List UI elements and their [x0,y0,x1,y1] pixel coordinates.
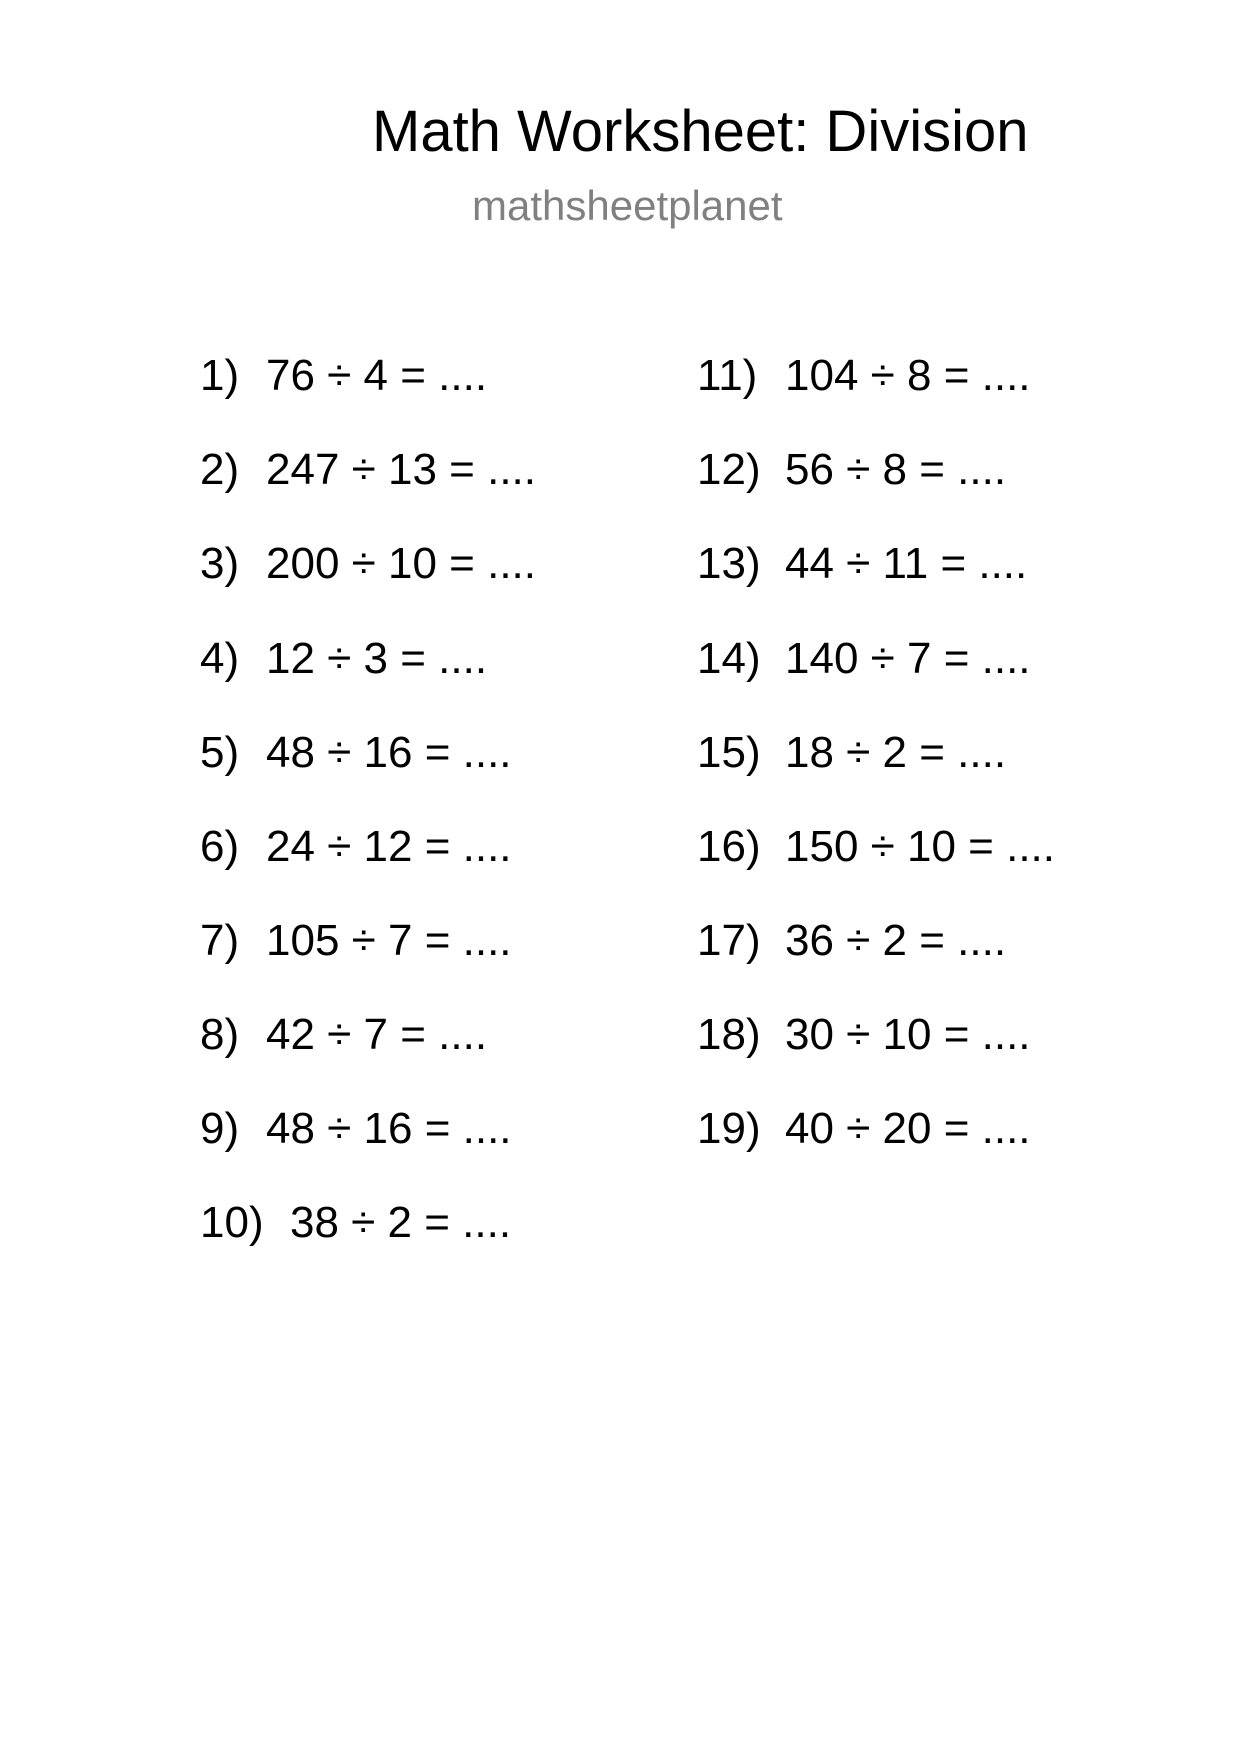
problem-number: 18) [697,1010,761,1059]
problem-16 [697,820,1055,874]
problem-2 [200,443,536,497]
problem-3 [200,537,536,591]
problem-expression: 104 ÷ 8 = .... [785,351,1031,400]
problem-number: 17) [697,916,761,965]
problem-number: 2) [200,445,240,494]
problem-number: 19) [697,1104,761,1153]
problem-11 [697,349,1031,403]
problem-7 [200,914,512,968]
problem-number: 14) [697,634,761,683]
problem-expression: 40 ÷ 20 = .... [785,1104,1031,1153]
problem-14 [697,632,1031,686]
problem-expression: 105 ÷ 7 = .... [266,916,512,965]
problem-expression: 48 ÷ 16 = .... [266,728,512,777]
problem-15 [697,726,1006,780]
problem-expression: 12 ÷ 3 = .... [266,634,488,683]
problem-number: 7) [200,916,240,965]
problem-18 [697,1008,1031,1062]
problem-expression: 48 ÷ 16 = .... [266,1104,512,1153]
problem-number: 10) [200,1198,264,1247]
problem-12 [697,443,1006,497]
problem-17 [697,914,1006,968]
problem-5 [200,726,512,780]
problem-expression: 44 ÷ 11 = .... [785,539,1028,588]
page-title: Math Worksheet: Division [372,99,1029,164]
problem-number: 13) [697,539,761,588]
problem-number: 5) [200,728,240,777]
problem-expression: 150 ÷ 10 = .... [785,822,1055,871]
problem-10 [200,1196,511,1250]
problem-8 [200,1008,487,1062]
problem-expression: 36 ÷ 2 = .... [785,916,1007,965]
site-name: mathsheetplanet [472,182,783,229]
problem-19 [697,1102,1031,1156]
problem-number: 1) [200,351,240,400]
problem-number: 9) [200,1104,240,1153]
problem-expression: 247 ÷ 13 = .... [266,445,536,494]
problem-expression: 140 ÷ 7 = .... [785,634,1031,683]
problem-6 [200,820,512,874]
problem-number: 16) [697,822,761,871]
problem-number: 8) [200,1010,240,1059]
problem-expression: 30 ÷ 10 = .... [785,1010,1031,1059]
problem-number: 4) [200,634,240,683]
problem-expression: 76 ÷ 4 = .... [266,351,488,400]
problem-number: 15) [697,728,761,777]
problem-13 [697,537,1027,591]
problem-expression: 200 ÷ 10 = .... [266,539,536,588]
problem-number: 12) [697,445,761,494]
problem-expression: 38 ÷ 2 = .... [290,1198,512,1247]
problem-9 [200,1102,512,1156]
problem-expression: 24 ÷ 12 = .... [266,822,512,871]
problem-expression: 56 ÷ 8 = .... [785,445,1007,494]
problem-1 [200,349,487,403]
problem-number: 6) [200,822,240,871]
problem-number: 3) [200,539,240,588]
problem-expression: 42 ÷ 7 = .... [266,1010,488,1059]
problem-number: 11) [697,351,758,400]
problem-expression: 18 ÷ 2 = .... [785,728,1007,777]
problem-4 [200,632,487,686]
